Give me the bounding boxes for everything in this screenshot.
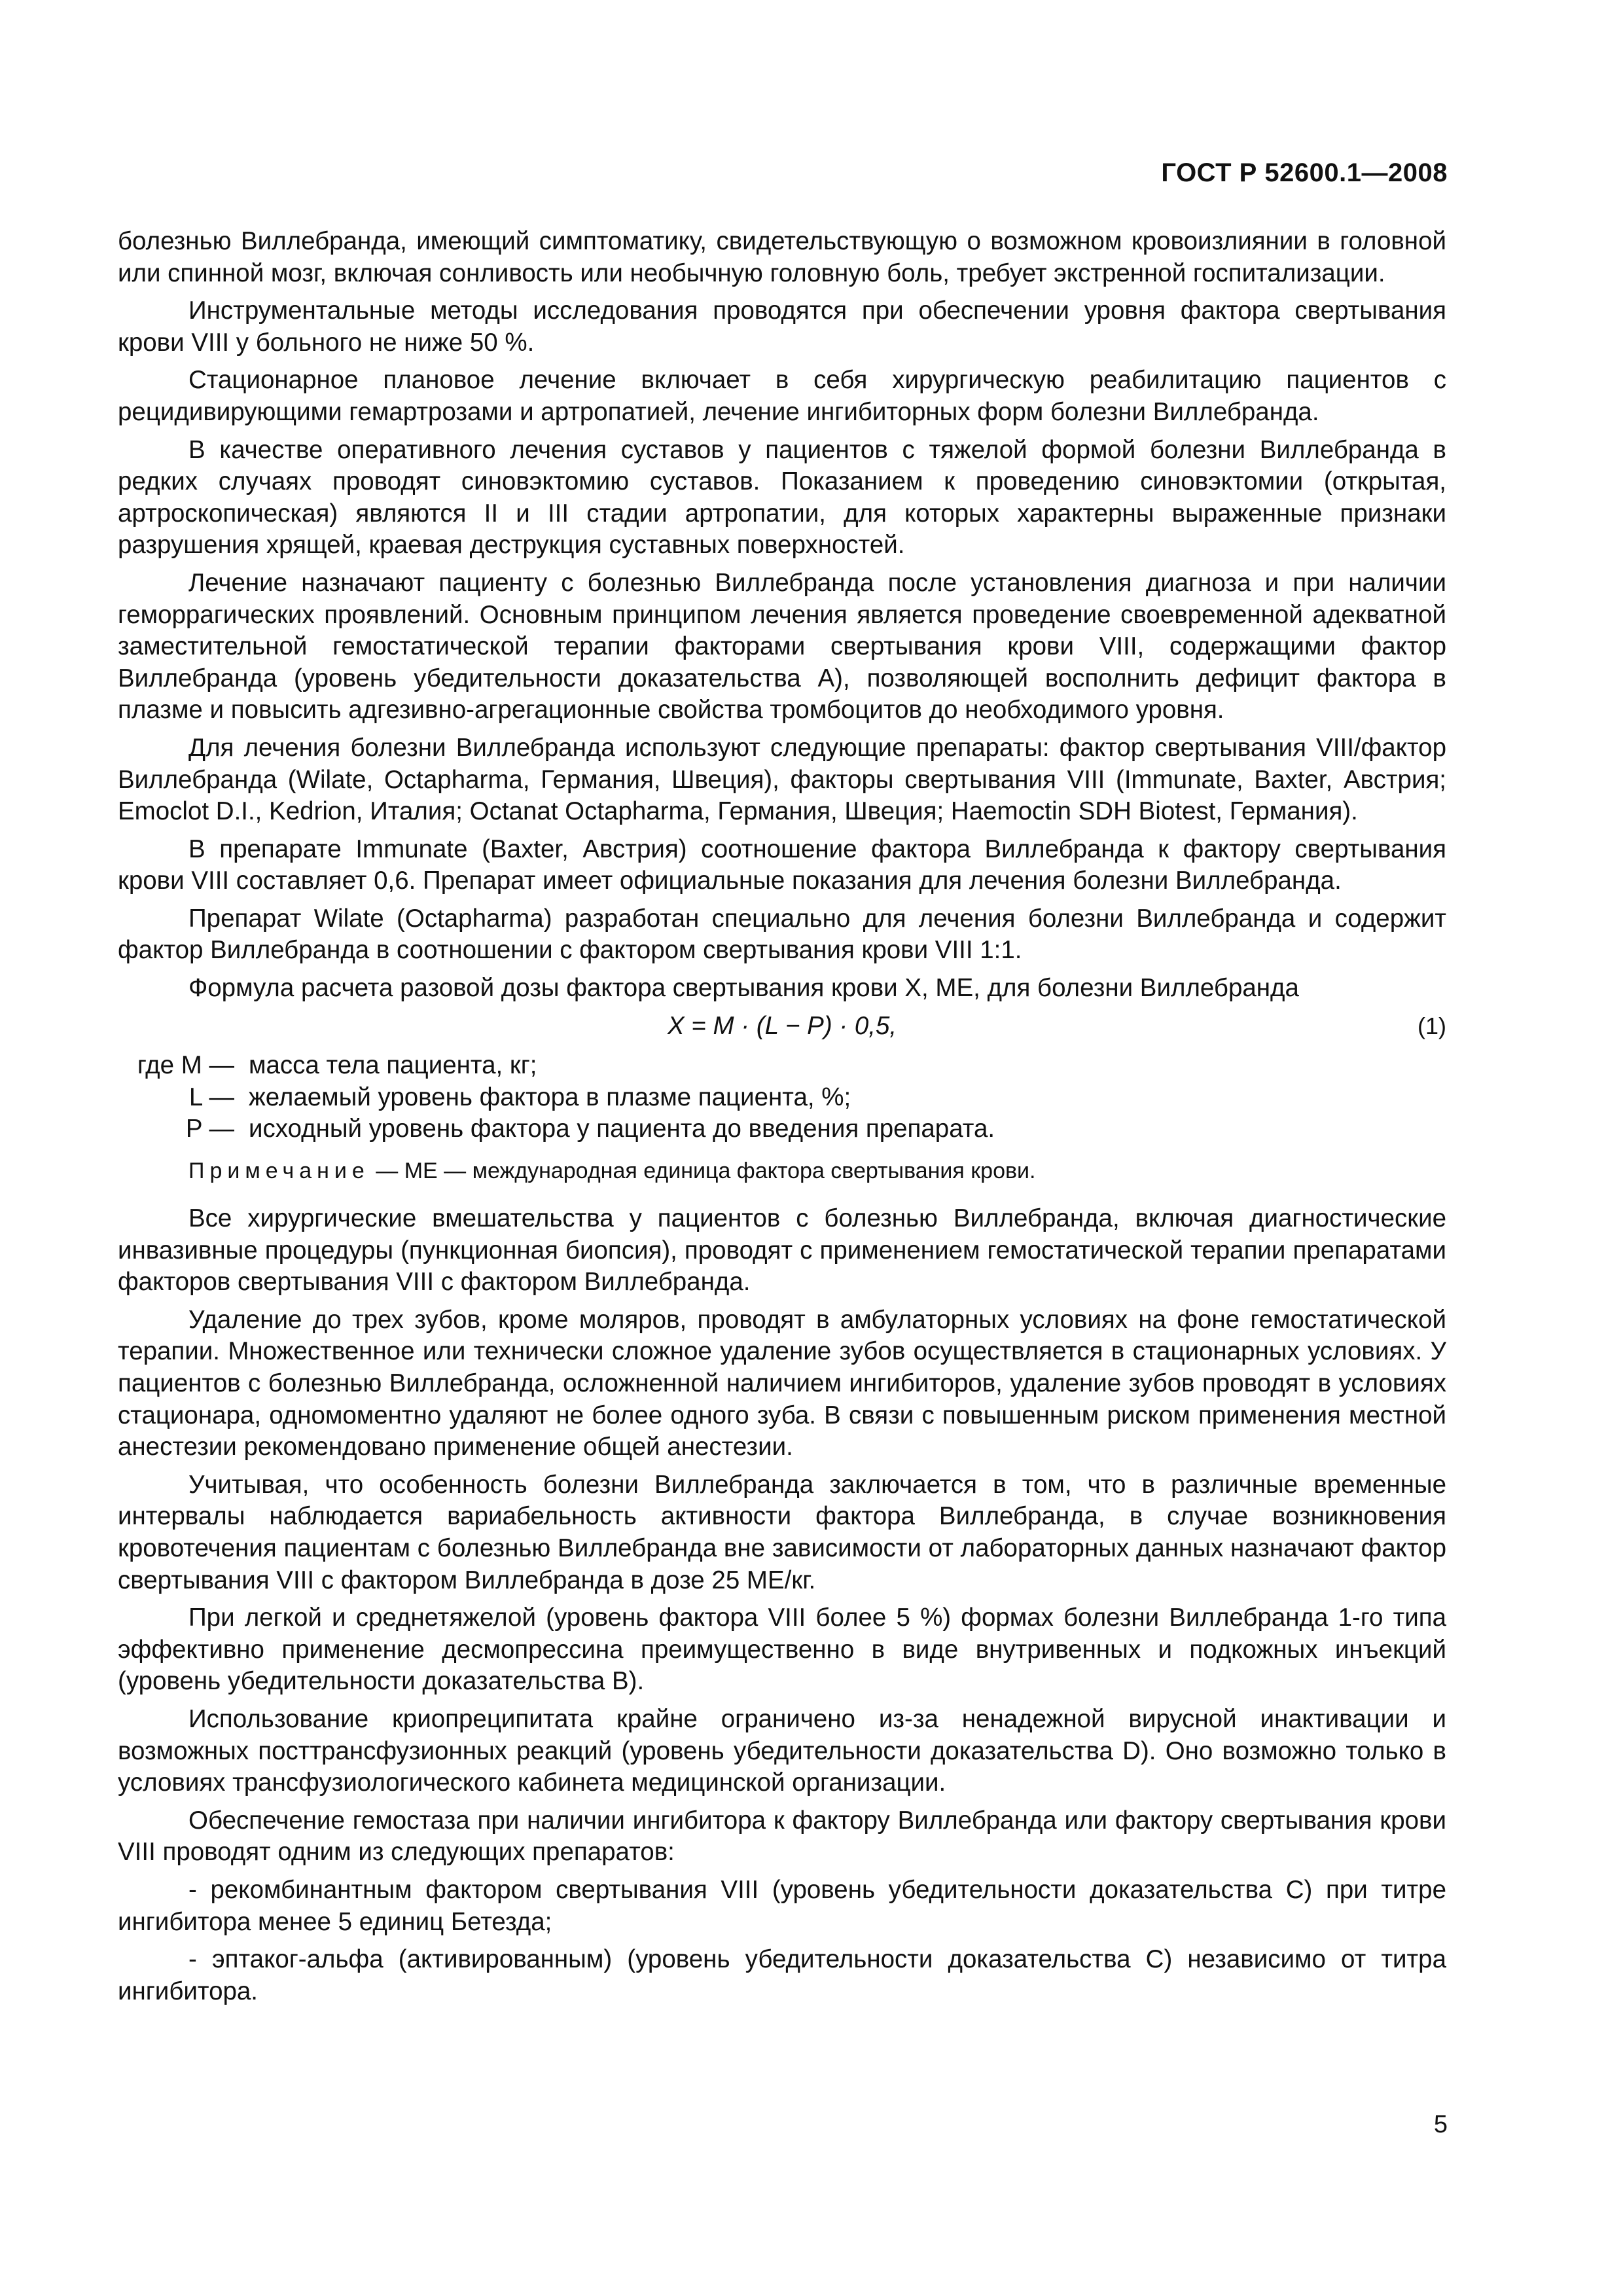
note-label: Примечание: [188, 1158, 370, 1184]
document-body: [118, 226, 1446, 2013]
paragraph: Стационарное плановое лечение включает в себя хирургическую реабилитацию пациентов с рецидивирующими гемартрозами и артропатией, лечение ингибиторных форм болезни Виллебранда.: [118, 366, 1446, 426]
legend-value: желаемый уровень фактора в плазме пациента, %;: [249, 1083, 851, 1111]
document-code-header: ГОСТ Р 52600.1—2008: [1161, 158, 1448, 187]
note: [118, 1156, 1446, 1186]
dose-formula: X = M · (L − P) · 0,5,: [667, 1011, 897, 1040]
formula-number: (1): [1418, 1012, 1446, 1039]
legend-key: где M —: [137, 1051, 234, 1080]
paragraph: Обеспечение гемостаза при наличии ингибитора к фактору Виллебранда или фактору свертывания крови VIII проводят одним из следующих препаратов:: [118, 1806, 1446, 1867]
legend-value: исходный уровень фактора у пациента до введения препарата.: [249, 1115, 995, 1143]
paragraph: Инструментальные методы исследования проводятся при обеспечении уровня фактора свертывания крови VIII у больного не ниже 50 %.: [118, 296, 1446, 357]
note-text: — МЕ — международная единица фактора свертывания крови.: [376, 1158, 1036, 1184]
legend-row: [118, 1050, 1446, 1082]
paragraph: Учитывая, что особенность болезни Виллебранда заключается в том, что в различные временные интервалы наблюдается вариабельность активности фактора Виллебранда, в случае возникновения кровотечения пациентам с болезнью Виллебранда вне зависимости от лабораторных данных назначают фактор свертывания VIII с фактором Виллебранда в дозе 25 МЕ/кг.: [118, 1470, 1446, 1594]
legend-key: P —: [185, 1115, 234, 1143]
formula-legend: [118, 1050, 1446, 1145]
formula-intro-paragraph: Формула расчета разовой дозы фактора свертывания крови X, МЕ, для болезни Виллебранда: [188, 974, 1299, 1003]
paragraph: Для лечения болезни Виллебранда используют следующие препараты: фактор свертывания VIII/фактор Виллебранда (Wilate, Octapharma, Германия, Швеция), факторы свертывания VIII (Immunate, Baxter, Австрия; Emoclot D.I., Kedrion, Италия; Octanat Octapharma, Германия, Швеция; Haemoctin SDH Biotest, Германия).: [118, 733, 1446, 826]
legend-key: L —: [188, 1083, 234, 1111]
list-item: - эптаког-альфа (активированным) (уровень убедительности доказательства С) независимо от титра ингибитора.: [118, 1945, 1446, 2005]
legend-row: [118, 1113, 1446, 1145]
legend-value: масса тела пациента, кг;: [249, 1051, 537, 1080]
paragraph: Все хирургические вмешательства у пациентов с болезнью Виллебранда, включая диагностические инвазивные процедуры (пункционная биопсия), проводят с применением гемостатической терапии препаратами факторов свертывания VIII с фактором Виллебранда.: [118, 1204, 1446, 1297]
paragraph: В качестве оперативного лечения суставов у пациентов с тяжелой формой болезни Виллебранда в редких случаях проводят синовэктомию суставов. Показанием к проведению синовэктомии (открытая, артроскопическая) являются II и III стадии артропатии, для которых характерны выраженные признаки разрушения хрящей, краевая деструкция суставных поверхностей.: [118, 435, 1446, 560]
legend-row: [118, 1082, 1446, 1114]
page-number: 5: [1433, 2111, 1448, 2138]
paragraph: В препарате Immunate (Baxter, Австрия) соотношение фактора Виллебранда к фактору свертывания крови VIII составляет 0,6. Препарат имеет официальные показания для лечения болезни Виллебранда.: [118, 834, 1446, 895]
paragraph: Использование криопреципитата крайне ограничено из-за ненадежной вирусной инактивации и возможных посттрансфузионных реакций (уровень убедительности доказательства D). Оно возможно только в условиях трансфузиологического кабинета медицинской организации.: [118, 1704, 1446, 1797]
paragraph: Препарат Wilate (Octapharma) разработан специально для лечения болезни Виллебранда и содержит фактор Виллебранда в соотношении с фактором свертывания крови VIII 1:1.: [118, 904, 1446, 965]
paragraph: При легкой и среднетяжелой (уровень фактора VIII более 5 %) формах болезни Виллебранда 1-го типа эффективно применение десмопрессина преимущественно в виде внутривенных и подкожных инъекций (уровень убедительности доказательства В).: [118, 1604, 1446, 1696]
paragraph: Удаление до трех зубов, кроме моляров, проводят в амбулаторных условиях на фоне гемостатической терапии. Множественное или технически сложное удаление зубов осуществляется в стационарных условиях. У пациентов с болезнью Виллебранда, осложненной наличием ингибиторов, удаление зубов проводят в условиях стационара, одномоментно удаляют не более одного зуба. В связи с повышенным риском применения местной анестезии рекомендовано применение общей анестезии.: [118, 1305, 1446, 1462]
formula-row: [118, 1011, 1446, 1043]
list-item: - рекомбинантным фактором свертывания VIII (уровень убедительности доказательства С) при титре ингибитора менее 5 единиц Бетезда;: [118, 1875, 1446, 1936]
paragraph: болезнью Виллебранда, имеющий симптоматику, свидетельствующую о возможном кровоизлиянии в головной или спинной мозг, включая сонливость или необычную головную боль, требует экстренной госпитализации.: [118, 227, 1446, 287]
paragraph: Лечение назначают пациенту с болезнью Виллебранда после установления диагноза и при наличии геморрагических проявлений. Основным принципом лечения является проведение своевременной адекватной заместительной гемостатической терапии факторами свертывания крови VIII, содержащими фактор Виллебранда (уровень убедительности доказательства А), позволяющей восполнить дефицит фактора в плазме и повысить адгезивно-агрегационные свойства тромбоцитов до необходимого уровня.: [118, 568, 1446, 725]
